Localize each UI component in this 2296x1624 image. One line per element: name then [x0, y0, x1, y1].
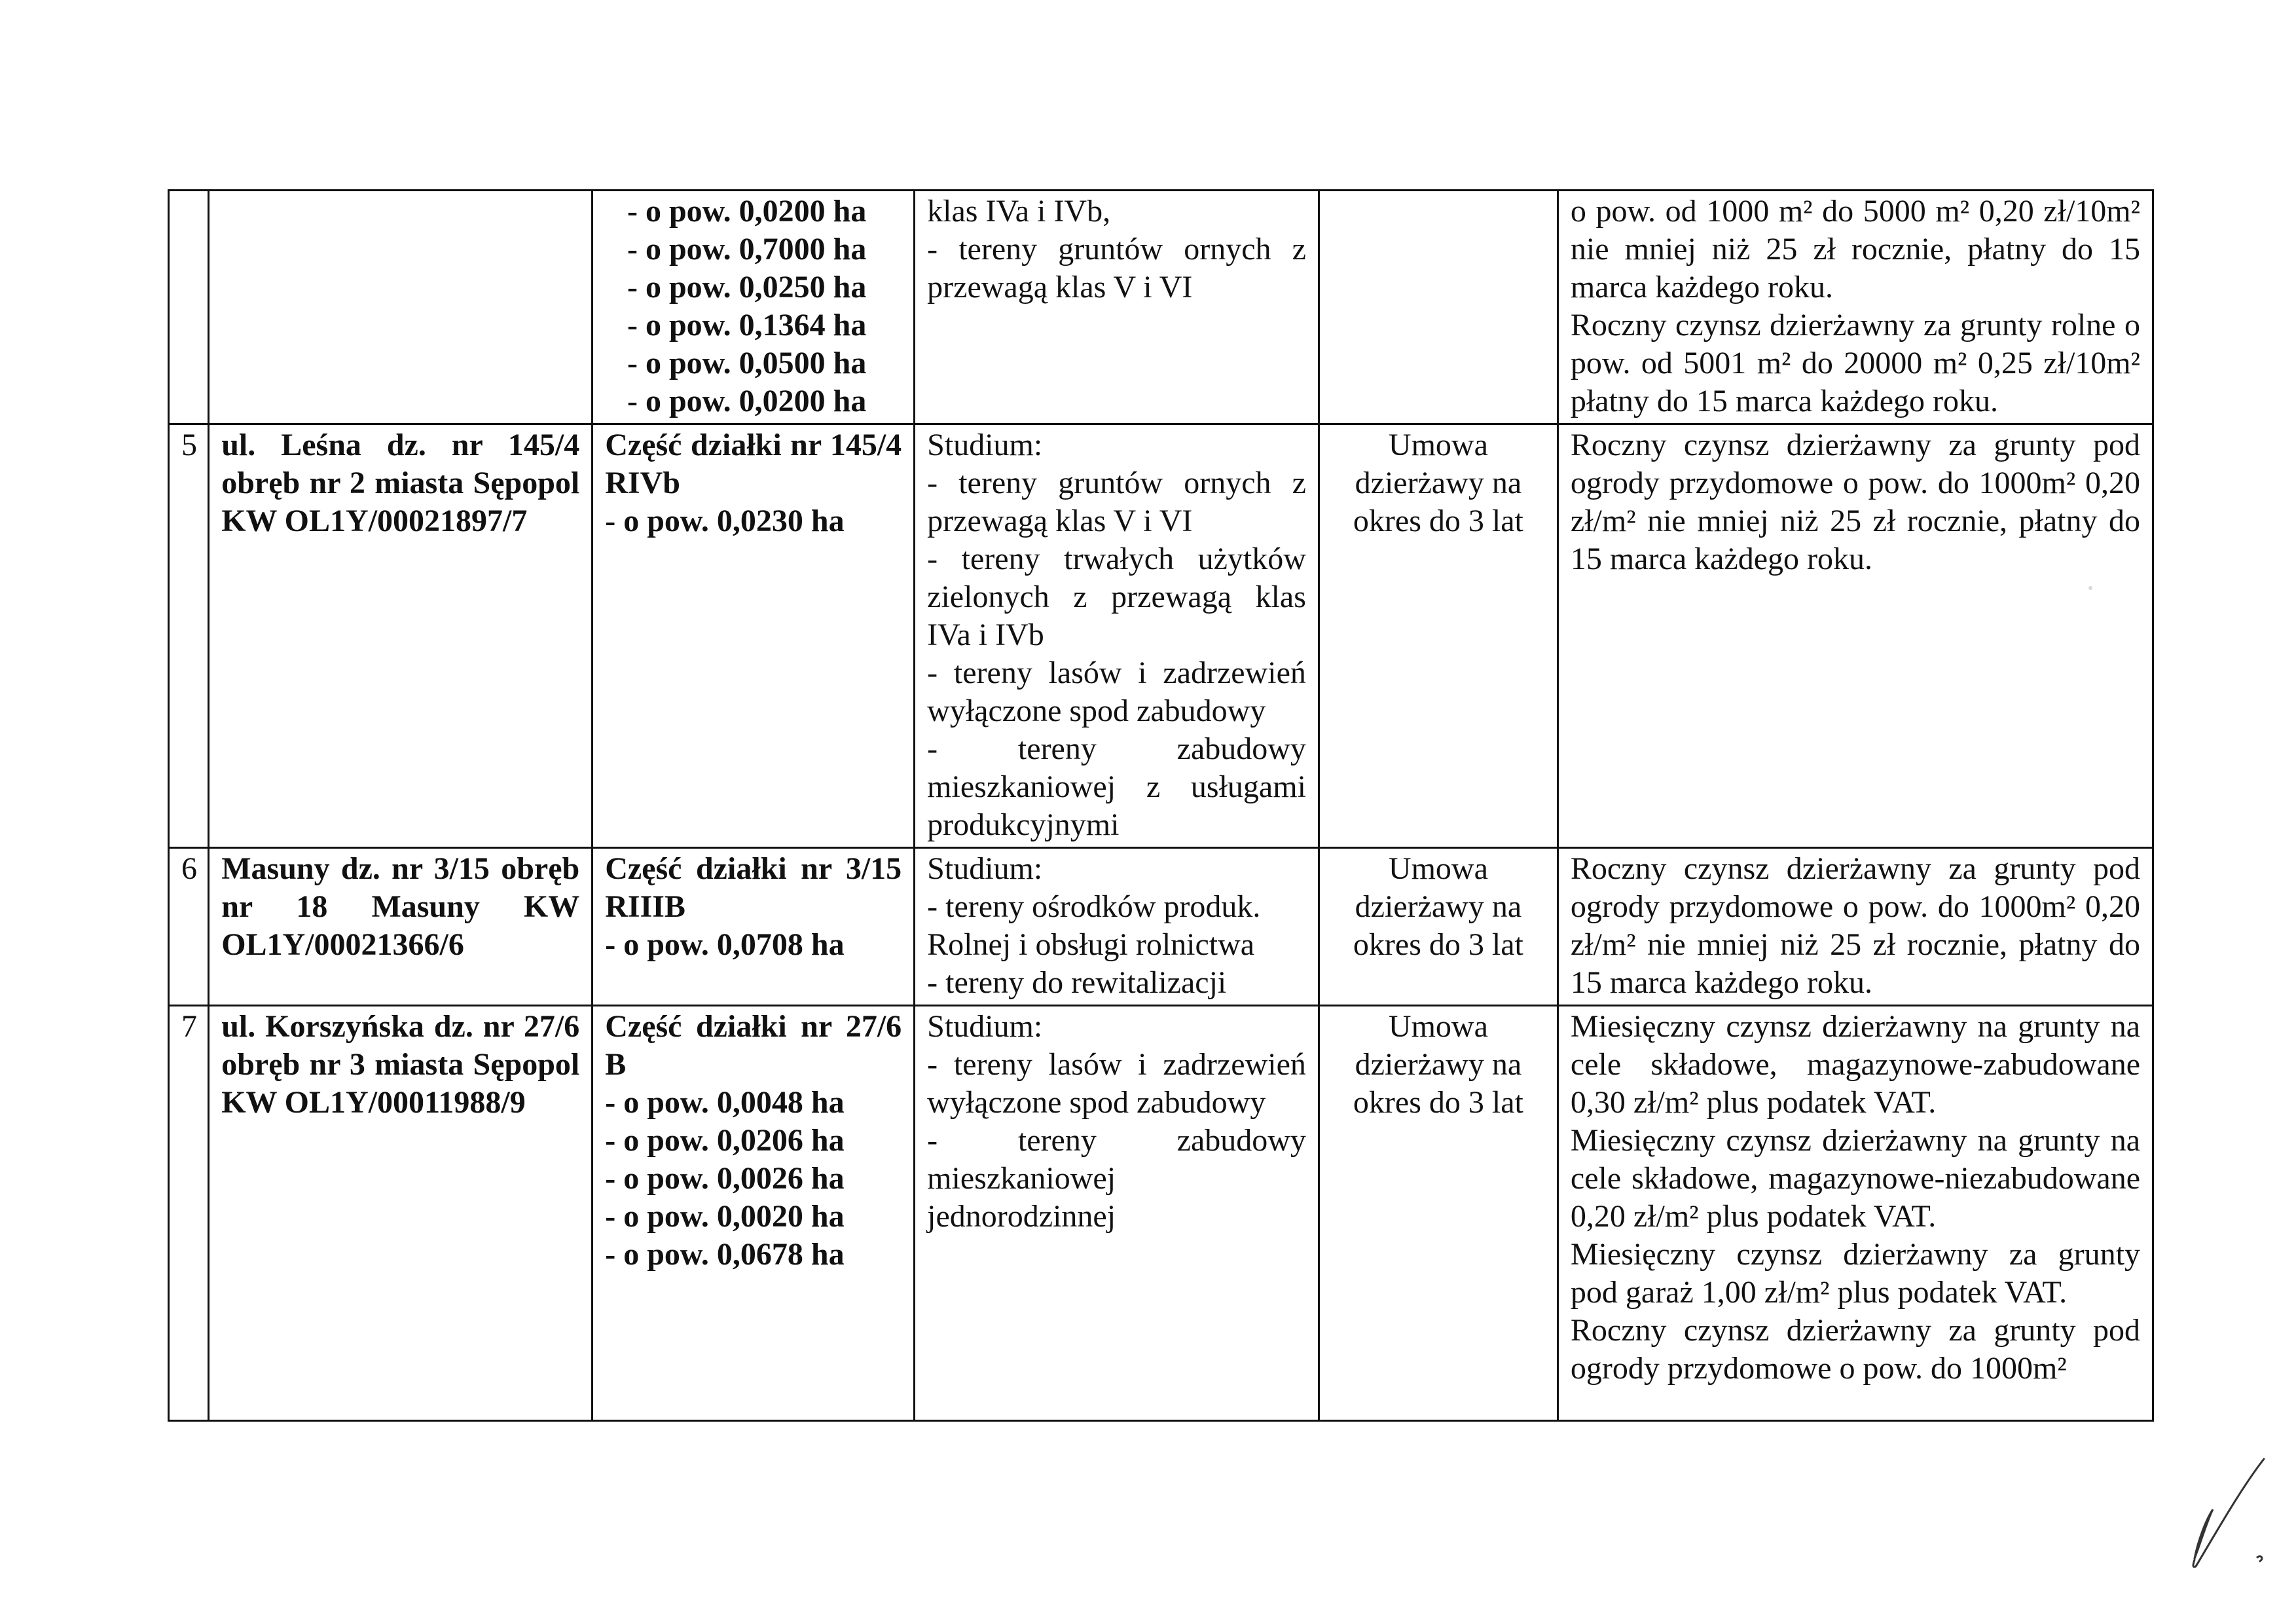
- rent-line: Miesięczny czynsz dzierżawny za grunty pod garaż 1,00 zł/m² plus podatek VAT.: [1570, 1237, 2140, 1310]
- cell-study: [915, 848, 1319, 1006]
- cell-location: Masuny dz. nr 3/15 obręb nr 18 Masuny KW OL1Y/00021366/6: [209, 848, 592, 1006]
- area-line: - o pow. 0,0200 ha: [627, 384, 867, 418]
- cell-study: [915, 424, 1319, 848]
- study-line: - tereny gruntów ornych z przewagą klas V i VI: [927, 466, 1306, 538]
- table-row: [169, 424, 2153, 848]
- rent-line: o pow. od 1000 m² do 5000 m² 0,20 zł/10m² nie mniej niż 25 zł rocznie, płatny do 15 marca każdego roku.: [1570, 194, 2140, 304]
- cell-no: 7: [169, 1006, 209, 1421]
- rent-line: Roczny czynsz dzierżawny za grunty pod ogrody przydomowe o pow. do 1000m² 0,20 zł/m² nie mniej niż 25 zł rocznie, płatny do 15 marca każdego roku.: [1570, 428, 2140, 576]
- study-line: - tereny zabudowy mieszkaniowej jednorodzinnej: [927, 1123, 1306, 1234]
- handwritten-initial-icon: [2180, 1447, 2278, 1578]
- area-line: - o pow. 0,7000 ha: [627, 232, 867, 267]
- area-line: - o pow. 0,0026 ha: [605, 1161, 845, 1196]
- study-line: klas IVa i IVb,: [927, 194, 1111, 229]
- study-line: - tereny lasów i zadrzewień wyłączone spod zabudowy: [927, 1047, 1306, 1120]
- cell-parts: [592, 424, 915, 848]
- area-line: - o pow. 0,0048 ha: [605, 1085, 845, 1120]
- cell-form: Umowa dzierżawy na okres do 3 lat: [1319, 848, 1558, 1006]
- area-line: - o pow. 0,0020 ha: [605, 1199, 845, 1234]
- cell-form: Umowa dzierżawy na okres do 3 lat: [1319, 424, 1558, 848]
- rent-line: Roczny czynsz dzierżawny za grunty rolne o pow. od 5001 m² do 20000 m² 0,25 zł/10m² płatny do 15 marca każdego roku.: [1570, 308, 2140, 418]
- area-line: - o pow. 0,0200 ha: [627, 194, 867, 229]
- cell-no: 6: [169, 848, 209, 1006]
- area-line: - o pow. 0,0708 ha: [605, 927, 845, 962]
- table-row-continuation: [169, 191, 2153, 424]
- study-line: - tereny gruntów ornych z przewagą klas V i VI: [927, 232, 1306, 304]
- cell-parts: [592, 191, 915, 424]
- study-line: - tereny do rewitalizacji: [927, 965, 1227, 1000]
- study-line: - tereny lasów i zadrzewień wyłączone spod zabudowy: [927, 655, 1306, 728]
- area-line: - o pow. 0,0230 ha: [605, 504, 845, 538]
- study-line: Studium:: [927, 1009, 1043, 1044]
- study-line: - tereny trwałych użytków zielonych z przewagą klas IVa i IVb: [927, 542, 1306, 652]
- area-line: - o pow. 0,0250 ha: [627, 270, 867, 304]
- cell-rent: [1558, 848, 2153, 1006]
- area-line: - o pow. 0,0678 ha: [605, 1237, 845, 1272]
- cell-location: [209, 191, 592, 424]
- cell-rent: [1558, 1006, 2153, 1421]
- cell-parts: [592, 1006, 915, 1421]
- study-line: Studium:: [927, 851, 1043, 886]
- study-line: - tereny ośrodków produk. Rolnej i obsługi rolnictwa: [927, 889, 1261, 962]
- rent-line: Miesięczny czynsz dzierżawny na grunty na cele składowe, magazynowe-niezabudowane 0,20 zł/m² plus podatek VAT.: [1570, 1123, 2140, 1234]
- scan-speck: [2088, 586, 2092, 590]
- cell-form: Umowa dzierżawy na okres do 3 lat: [1319, 1006, 1558, 1421]
- cell-rent: [1558, 191, 2153, 424]
- table-row: [169, 848, 2153, 1006]
- cell-rent: [1558, 424, 2153, 848]
- table-row: [169, 1006, 2153, 1421]
- rent-line: Roczny czynsz dzierżawny za grunty pod ogrody przydomowe o pow. do 1000m² 0,20 zł/m² nie mniej niż 25 zł rocznie, płatny do 15 marca każdego roku.: [1570, 851, 2140, 1000]
- cell-study: [915, 1006, 1319, 1421]
- cell-no: 5: [169, 424, 209, 848]
- cell-form: [1319, 191, 1558, 424]
- area-line: - o pow. 0,0500 ha: [627, 346, 867, 380]
- part-title: Część działki nr 145/4 RIVb: [605, 428, 902, 500]
- cell-study: [915, 191, 1319, 424]
- cell-location: ul. Leśna dz. nr 145/4 obręb nr 2 miasta Sępopol KW OL1Y/00021897/7: [209, 424, 592, 848]
- study-line: - tereny zabudowy mieszkaniowej z usługami produkcyjnymi: [927, 731, 1306, 842]
- area-line: - o pow. 0,0206 ha: [605, 1123, 845, 1158]
- cell-location: ul. Korszyńska dz. nr 27/6 obręb nr 3 miasta Sępopol KW OL1Y/00011988/9: [209, 1006, 592, 1421]
- lease-table: [168, 189, 2154, 1422]
- area-line: - o pow. 0,1364 ha: [627, 308, 867, 342]
- study-line: Studium:: [927, 428, 1043, 462]
- rent-line: Roczny czynsz dzierżawny za grunty pod ogrody przydomowe o pow. do 1000m²: [1570, 1313, 2140, 1386]
- cell-parts: [592, 848, 915, 1006]
- rent-line: Miesięczny czynsz dzierżawny na grunty na cele składowe, magazynowe-zabudowane 0,30 zł/m² plus podatek VAT.: [1570, 1009, 2140, 1120]
- part-title: Część działki nr 3/15 RIIIB: [605, 851, 902, 924]
- part-title: Część działki nr 27/6 B: [605, 1009, 902, 1082]
- cell-no: [169, 191, 209, 424]
